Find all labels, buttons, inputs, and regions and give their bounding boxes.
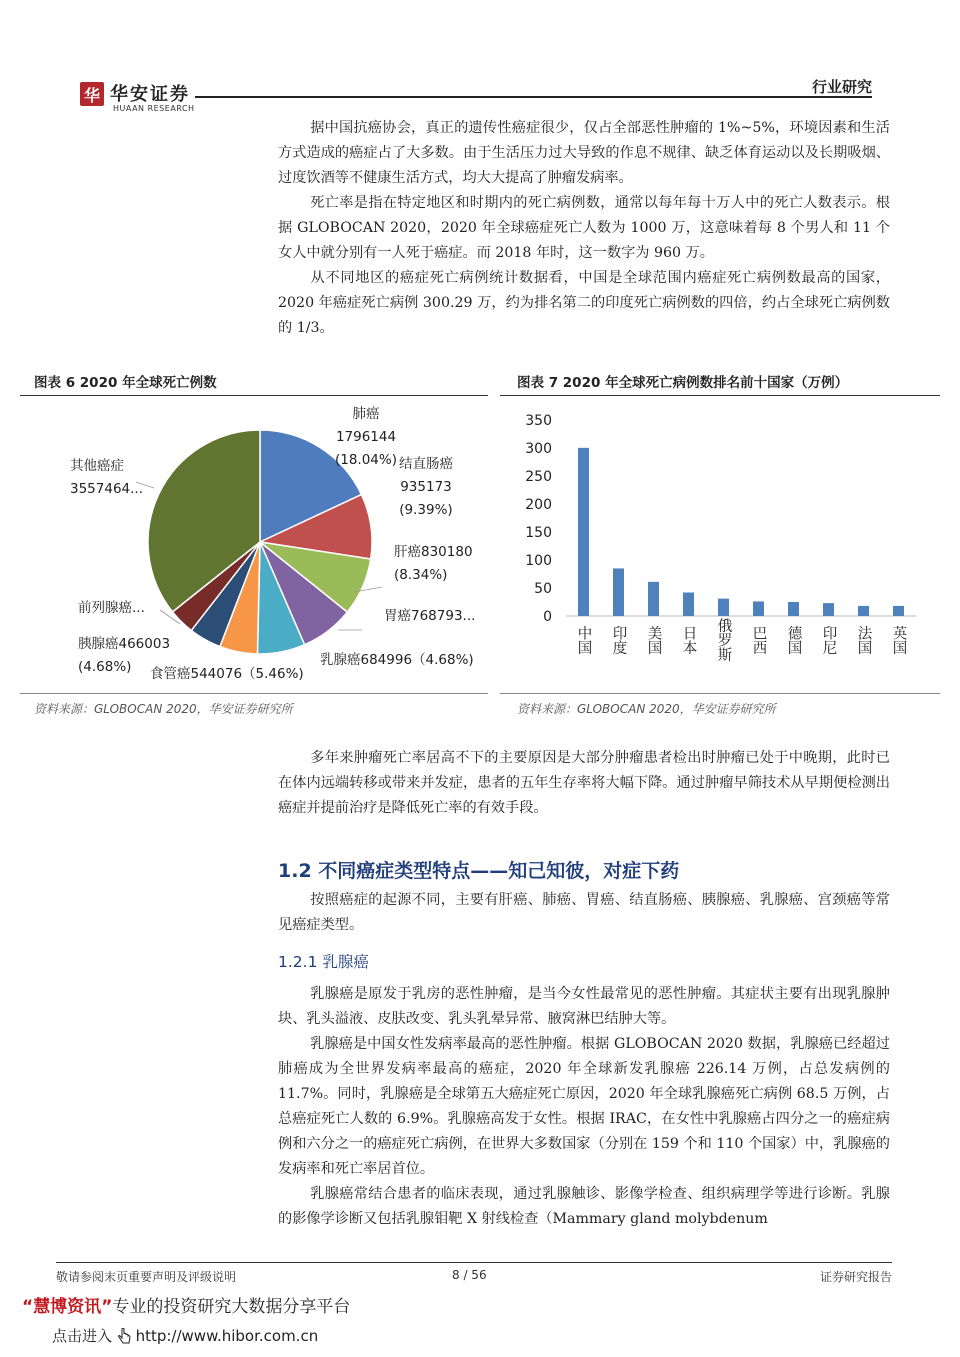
- bar-法国: [858, 606, 869, 616]
- promo-tagline: 专业的投资研究大数据分享平台: [112, 1297, 351, 1317]
- y-tick-label: 50: [534, 581, 552, 597]
- figure-6-bottom-rule: [20, 693, 488, 694]
- paragraph: 乳腺癌是中国女性发病率最高的恶性肿瘤。根据 GLOBOCAN 2020 数据，乳腺癌已经超过肺癌成为全世界发病率最高的癌症，2020 年全球新发乳腺癌 226.14 万例，占总发病例的 11.7%。同时，乳腺癌是全球第五大癌症死亡原因，2020 年全球乳腺癌死亡病例 68.5 万例，占总癌症死亡人数的 6.9%。乳腺癌高发于女性。根据 IRAC，在女性中乳腺癌占四分之一的癌症病例和六分之一的癌症死亡病例，在世界大多数国家（分别在 159 个和 110 个国家）中，乳腺癌的发病率和死亡率居首位。: [278, 1036, 890, 1177]
- paragraph: 死亡率是指在特定地区和时期内的死亡病例数，通常以每年每十万人中的死亡人数表示。根据 GLOBOCAN 2020，2020 年全球癌症死亡人数为 1000 万，这意味着每 8 个男人和 11 个女人中就分别有一人死于癌症。而 2018 年时，这一数字为 960 万。: [278, 195, 890, 261]
- footer-report-type: 证券研究报告: [819, 1270, 892, 1284]
- pie-label-其他癌症: 其他癌症 3557464...: [70, 458, 143, 497]
- x-tick-label: 俄罗斯: [715, 618, 732, 662]
- y-tick-label: 250: [525, 469, 552, 485]
- x-tick-label: 日本: [680, 625, 697, 655]
- header-rule: [195, 96, 872, 98]
- bar-俄罗斯: [718, 599, 729, 616]
- company-logo-english: HUAAN RESEARCH: [113, 104, 195, 113]
- paragraph: 据中国抗癌协会，真正的遗传性癌症很少，仅占全部恶性肿瘤的 1%~5%，环境因素和生活方式造成的癌症占了大多数。由于生活压力过大导致的作息不规律、缺乏体育运动以及长期吸烟、过度饮酒等不健康生活方式，均大大提高了肿瘤发病率。: [278, 120, 890, 186]
- bar-美国: [648, 582, 659, 616]
- x-tick-label: 印度: [610, 625, 627, 655]
- paragraph: 从不同地区的癌症死亡病例统计数据看，中国是全球范围内癌症死亡病例数最高的国家，2020 年癌症死亡病例 300.29 万，约为排名第二的印度死亡病例数的四倍，约占全球死亡病例数的 1/3。: [278, 270, 890, 336]
- page-number: 8 / 56: [452, 1268, 487, 1282]
- pie-label-前列腺癌: 前列腺癌...: [78, 600, 145, 616]
- pie-label-食管癌: 食管癌544076（5.46%): [150, 666, 304, 682]
- x-tick-label: 英国: [890, 625, 907, 655]
- x-tick-label: 印尼: [820, 625, 837, 655]
- y-tick-label: 0: [543, 609, 552, 625]
- bar-印尼: [823, 603, 834, 616]
- promo-link-row[interactable]: [52, 1325, 318, 1346]
- figure-7-rule: [500, 395, 940, 396]
- figure-7-source: 资料来源：GLOBOCAN 2020，华安证券研究所: [517, 702, 776, 716]
- promo-banner: [22, 1292, 350, 1317]
- bar-日本: [683, 592, 694, 616]
- promo-click-label: 点击进入: [52, 1327, 113, 1345]
- figure-6-title: 图表 6 2020 年全球死亡例数: [34, 375, 217, 391]
- hand-cursor-icon: [117, 1328, 131, 1346]
- pie-label-肝癌: 肝癌830180 (8.34%): [394, 544, 473, 583]
- footer-disclaimer: 敬请参阅末页重要声明及评级说明: [56, 1270, 237, 1284]
- paragraph: 乳腺癌是原发于乳房的恶性肿瘤，是当今女性最常见的恶性肿瘤。其症状主要有出现乳腺肿块、乳头溢液、皮肤改变、乳头乳晕异常、腋窝淋巴结肿大等。: [278, 986, 890, 1027]
- figure-6-rule: [20, 395, 488, 396]
- bar-中国: [578, 448, 589, 616]
- x-tick-label: 中国: [575, 625, 592, 655]
- promo-url-link[interactable]: http://www.hibor.com.cn: [135, 1327, 319, 1345]
- pie-label-乳腺癌: 乳腺癌684996（4.68%): [320, 652, 474, 668]
- bar-德国: [788, 602, 799, 616]
- x-tick-label: 法国: [855, 625, 872, 655]
- logo-mark: 华: [80, 82, 104, 106]
- y-tick-label: 200: [525, 497, 552, 513]
- promo-quote-open: “: [22, 1297, 34, 1317]
- pie-label-肺癌: 肺癌 1796144 (18.04%): [334, 406, 398, 468]
- section-heading: 1.2 不同癌症类型特点——知己知彼，对症下药: [278, 860, 680, 882]
- paragraph: 乳腺癌常结合患者的临床表现，通过乳腺触诊、影像学检查、组织病理学等进行诊断。乳腺的影像学诊断又包括乳腺钼靶 X 射线检查（Mammary gland molybdenum: [278, 1186, 890, 1227]
- promo-quote-close: ”: [101, 1297, 113, 1317]
- bar-巴西: [753, 601, 764, 616]
- x-tick-label: 德国: [785, 625, 802, 655]
- x-tick-label: 巴西: [750, 625, 767, 655]
- figure-6-source: 资料来源：GLOBOCAN 2020，华安证券研究所: [34, 702, 293, 716]
- bar-英国: [893, 606, 904, 616]
- pie-label-胃癌: 胃癌768793...: [384, 608, 476, 624]
- paragraph: 按照癌症的起源不同，主要有肝癌、肺癌、胃癌、结直肠癌、胰腺癌、乳腺癌、宫颈癌等常见癌症类型。: [278, 892, 890, 933]
- bar-chart: [500, 398, 940, 690]
- footer-rule: [56, 1262, 892, 1263]
- x-tick-label: 美国: [645, 625, 662, 655]
- company-logo-name: 华安证券: [110, 84, 190, 105]
- figure-7-title: 图表 7 2020 年全球死亡病例数排名前十国家（万例）: [517, 375, 849, 391]
- figure-7-bottom-rule: [500, 693, 940, 694]
- pie-label-结直肠癌: 结直肠癌 935173 (9.39%): [399, 456, 453, 518]
- bar-印度: [613, 568, 624, 616]
- pie-chart: [20, 398, 490, 690]
- paragraph: 多年来肿瘤死亡率居高不下的主要原因是大部分肿瘤患者检出时肿瘤已处于中晚期，此时已在体内远端转移或带来并发症，患者的五年生存率将大幅下降。通过肿瘤早筛技术从早期便检测出癌症并提前治疗是降低死亡率的有效手段。: [278, 750, 890, 816]
- y-tick-label: 150: [525, 525, 552, 541]
- subsection-heading: 1.2.1 乳腺癌: [278, 953, 369, 971]
- promo-brand: 慧博资讯: [33, 1297, 102, 1317]
- y-tick-label: 100: [525, 553, 552, 569]
- y-tick-label: 300: [525, 441, 552, 457]
- pie-label-胰腺癌: 胰腺癌466003 (4.68%): [78, 636, 171, 675]
- y-tick-label: 350: [525, 413, 552, 429]
- section-label: 行业研究: [811, 78, 872, 96]
